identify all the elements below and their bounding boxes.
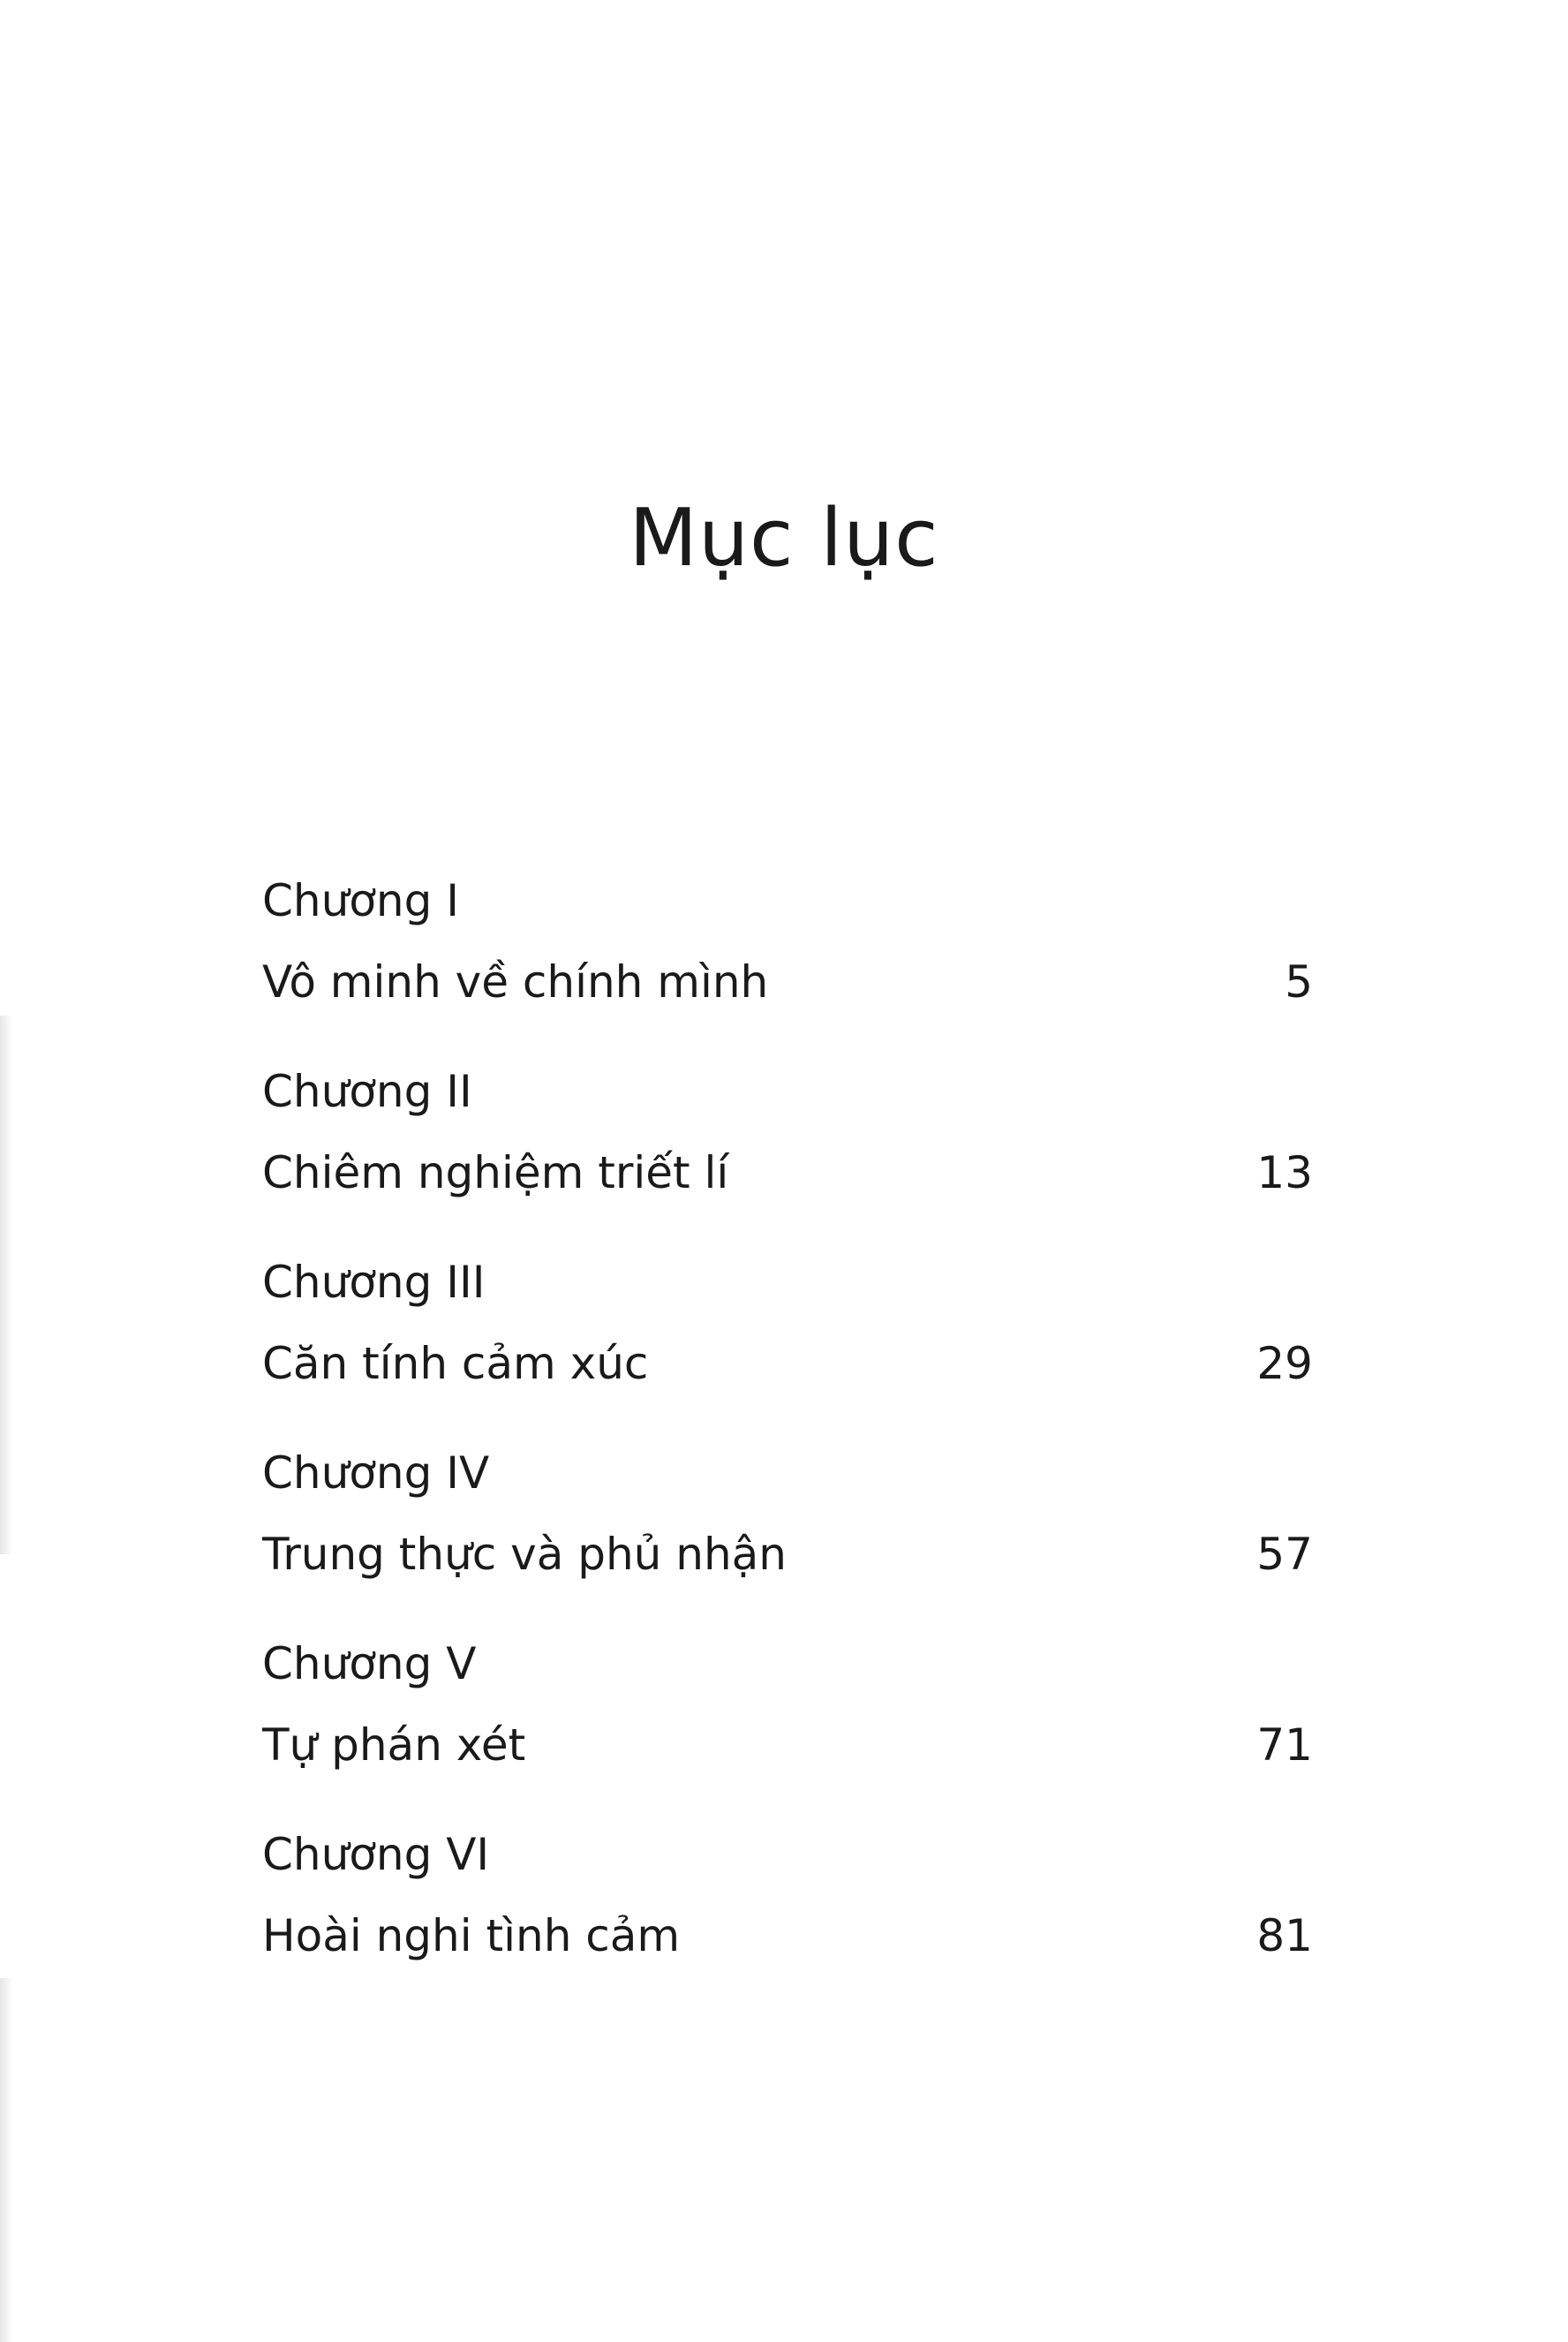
chapter-title: Vô minh về chính mình — [262, 956, 769, 1008]
chapter-label: Chương V — [262, 1638, 477, 1689]
toc-entry — [262, 1628, 1313, 1819]
binding-edge — [0, 1978, 12, 2342]
chapter-title: Hoài nghi tình cảm — [262, 1910, 681, 1961]
chapter-label: Chương III — [262, 1257, 486, 1308]
toc-entry — [262, 865, 1313, 1056]
toc-entry — [262, 1247, 1313, 1438]
chapter-label: Chương IV — [262, 1447, 490, 1499]
chapter-label: Chương I — [262, 875, 459, 926]
chapter-label: Chương VI — [262, 1829, 490, 1880]
page-number: 5 — [1285, 956, 1313, 1008]
page-number: 29 — [1256, 1338, 1313, 1389]
toc-row — [262, 1699, 1313, 1791]
toc-row — [262, 1890, 1313, 1982]
chapter-title: Căn tính cảm xúc — [262, 1338, 649, 1389]
page-number: 57 — [1256, 1529, 1313, 1580]
toc-entry — [262, 1056, 1313, 1247]
toc-row — [262, 1127, 1313, 1219]
page-title: Mục lục — [629, 492, 939, 585]
chapter-title: Chiêm nghiệm triết lí — [262, 1147, 729, 1198]
toc-entry — [262, 1819, 1313, 2010]
chapter-label: Chương II — [262, 1066, 472, 1117]
toc-entry — [262, 1438, 1313, 1628]
chapter-title: Tự phán xét — [262, 1719, 526, 1771]
page-number: 81 — [1256, 1910, 1313, 1961]
table-of-contents — [262, 865, 1313, 2010]
chapter-title: Trung thực và phủ nhận — [262, 1529, 787, 1580]
toc-row — [262, 936, 1313, 1028]
page-number: 13 — [1256, 1147, 1313, 1198]
page-number: 71 — [1256, 1719, 1313, 1771]
toc-row — [262, 1318, 1313, 1409]
toc-row — [262, 1508, 1313, 1600]
binding-edge — [0, 1016, 12, 1554]
